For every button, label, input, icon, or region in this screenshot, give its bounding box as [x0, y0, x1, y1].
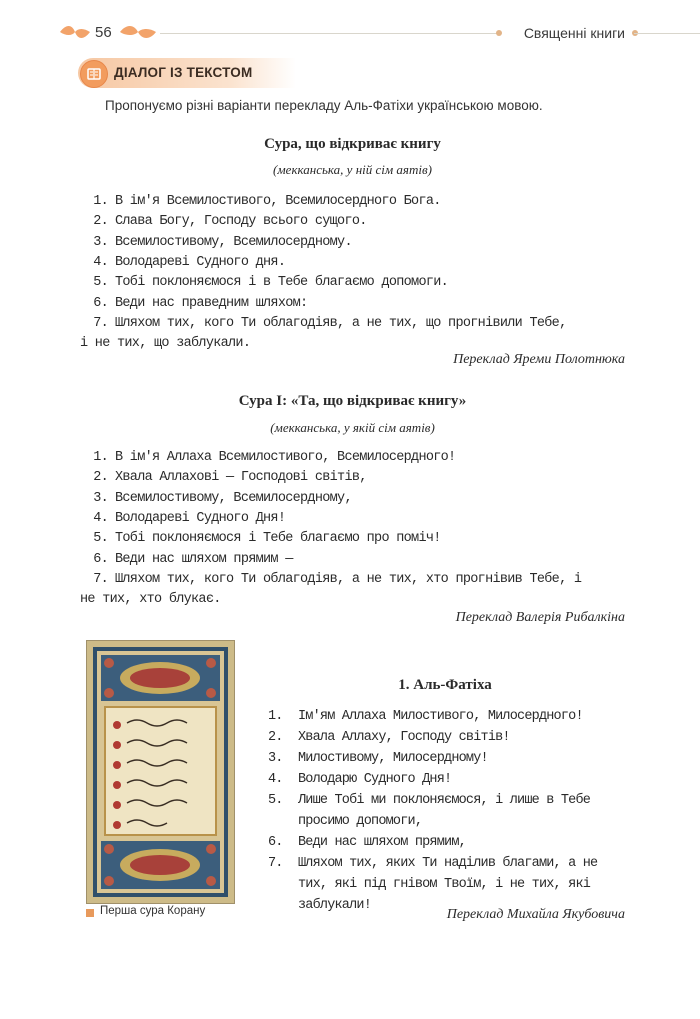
verse-row — [268, 727, 626, 748]
verse-text: Слава Богу, Господу всього сущого. — [115, 214, 367, 230]
verse-number: 7. — [93, 572, 108, 587]
verse-number: 2. — [268, 730, 283, 745]
verse-number: 3. — [268, 751, 283, 766]
verse-number: 5. — [93, 531, 108, 547]
verse-text: Веди нас шляхом прямим, — [298, 835, 466, 850]
verse-number: 3. — [93, 490, 108, 506]
verse-number: 4. — [268, 772, 283, 787]
verse-row — [268, 832, 626, 853]
sura2-verse-7-cont: не тих, хто блукає. — [80, 592, 221, 607]
verse-text: Тобі поклоняємося і в Тебе благаємо допомоги. — [115, 275, 449, 291]
verse-number: 6. — [93, 551, 108, 567]
verse-row — [268, 769, 626, 790]
verse-text: Володареві Судного Дня! — [115, 510, 286, 526]
verse-text: Милостивому, Милосердному! — [298, 751, 488, 766]
page-header — [0, 0, 700, 60]
book-icon — [80, 60, 108, 88]
verse-number: 7. — [93, 316, 108, 331]
verse-row — [80, 192, 625, 212]
verse-text: Лише Тобі ми поклоняємося, і лише в Тебе просимо допомоги, — [298, 793, 591, 829]
verse-row — [268, 790, 626, 832]
verse-text: В ім'я Всемилостивого, Всемилосердного Бога. — [115, 194, 441, 209]
dialog-banner — [78, 58, 296, 88]
verse-number: 5. — [268, 793, 283, 808]
verse-text: Хвала Аллаху, Господу світів! — [298, 730, 510, 745]
verse-row — [80, 509, 625, 529]
verse-row — [80, 253, 625, 273]
verse-number: 6. — [93, 295, 108, 311]
page-number: 56 — [95, 24, 112, 41]
verse-text: Ім'ям Аллаха Милостивого, Милосердного! — [298, 709, 583, 724]
sura1-verse-7 — [80, 314, 625, 334]
verse-row — [80, 529, 625, 549]
verse-row — [268, 706, 626, 727]
verse-number: 1. — [268, 709, 283, 724]
verse-text: Шляхом тих, кого Ти облагодіяв, а не тих, хто прогнівив Тебе, і — [115, 572, 582, 587]
verse-row — [80, 550, 625, 570]
verse-number: 2. — [93, 214, 108, 230]
header-rule — [160, 33, 500, 34]
intro-text: Пропонуємо різні варіанти перекладу Аль-Фатіхи українською мовою. — [105, 98, 543, 113]
sura1-title: Сура, що відкриває книгу — [264, 136, 441, 152]
verse-text: Володарю Судного Дня! — [298, 772, 452, 787]
verse-number: 1. — [93, 450, 108, 465]
dialog-title: ДІАЛОГ ІЗ ТЕКСТОМ — [114, 65, 253, 80]
verse-text: Хвала Аллахові — Господові світів, — [115, 470, 367, 486]
header-rule-right — [634, 33, 700, 34]
sura2-credit: Переклад Валерія Рибалкіна — [455, 610, 625, 625]
sura2-title: Сура I: «Та, що відкриває книгу» — [238, 393, 467, 409]
verse-number: 6. — [268, 835, 283, 850]
verse-row — [268, 748, 626, 769]
verse-text: Шляхом тих, кого Ти облагодіяв, а не тих, що прогнівили Тебе, — [115, 316, 567, 331]
sura1-subtitle: (мекканська, у ній сім аятів) — [273, 162, 432, 177]
sura2-verse-7 — [80, 570, 625, 590]
sura2-subtitle: (мекканська, у якій сім аятів) — [270, 420, 435, 435]
verse-row — [80, 468, 625, 488]
figure-caption: Перша сура Корану — [100, 905, 206, 917]
sura3-title: 1. Аль-Фатіха — [398, 677, 492, 693]
verse-text: Тобі поклоняємося і Тебе благаємо про поміч! — [115, 531, 441, 547]
verse-row — [80, 294, 625, 314]
verse-text: В ім'я Аллаха Всемилостивого, Всемилосердного! — [115, 450, 456, 465]
right-ornament-icon — [118, 24, 158, 40]
verse-number: 5. — [93, 275, 108, 291]
sura3-credit: Переклад Михайла Якубовича — [446, 907, 625, 922]
verse-number: 4. — [93, 510, 108, 526]
verse-text: Всемилостивому, Всемилосердному, — [115, 490, 352, 506]
verse-number: 1. — [93, 194, 108, 209]
verse-number: 2. — [93, 470, 108, 486]
verse-row — [80, 233, 625, 253]
caption-bullet — [86, 909, 94, 917]
verse-text: Всемилостивому, Всемилосердному. — [115, 234, 352, 250]
verse-text: Веди нас праведним шляхом: — [115, 295, 308, 311]
header-dot — [496, 30, 502, 36]
left-ornament-icon — [58, 24, 92, 40]
verse-row — [80, 489, 625, 509]
verse-row — [80, 212, 625, 232]
verse-number: 7. — [268, 856, 283, 871]
sura1-verse-7-cont: і не тих, що заблукали. — [80, 336, 251, 351]
verse-row — [80, 448, 625, 468]
sura1-credit: Переклад Яреми Полотнюка — [453, 352, 625, 367]
verse-number: 3. — [93, 234, 108, 250]
verse-text: Шляхом тих, яких Ти наділив благами, а не тих, які під гнівом Твоїм, і не тих, які заблукали! — [298, 856, 598, 913]
verse-text: Володареві Судного дня. — [115, 254, 286, 270]
verse-text: Веди нас шляхом прямим — — [115, 551, 293, 567]
verse-number: 4. — [93, 254, 108, 270]
quran-manuscript-image — [86, 640, 235, 904]
verse-row — [80, 273, 625, 293]
section-title: Священні книги — [523, 25, 625, 41]
